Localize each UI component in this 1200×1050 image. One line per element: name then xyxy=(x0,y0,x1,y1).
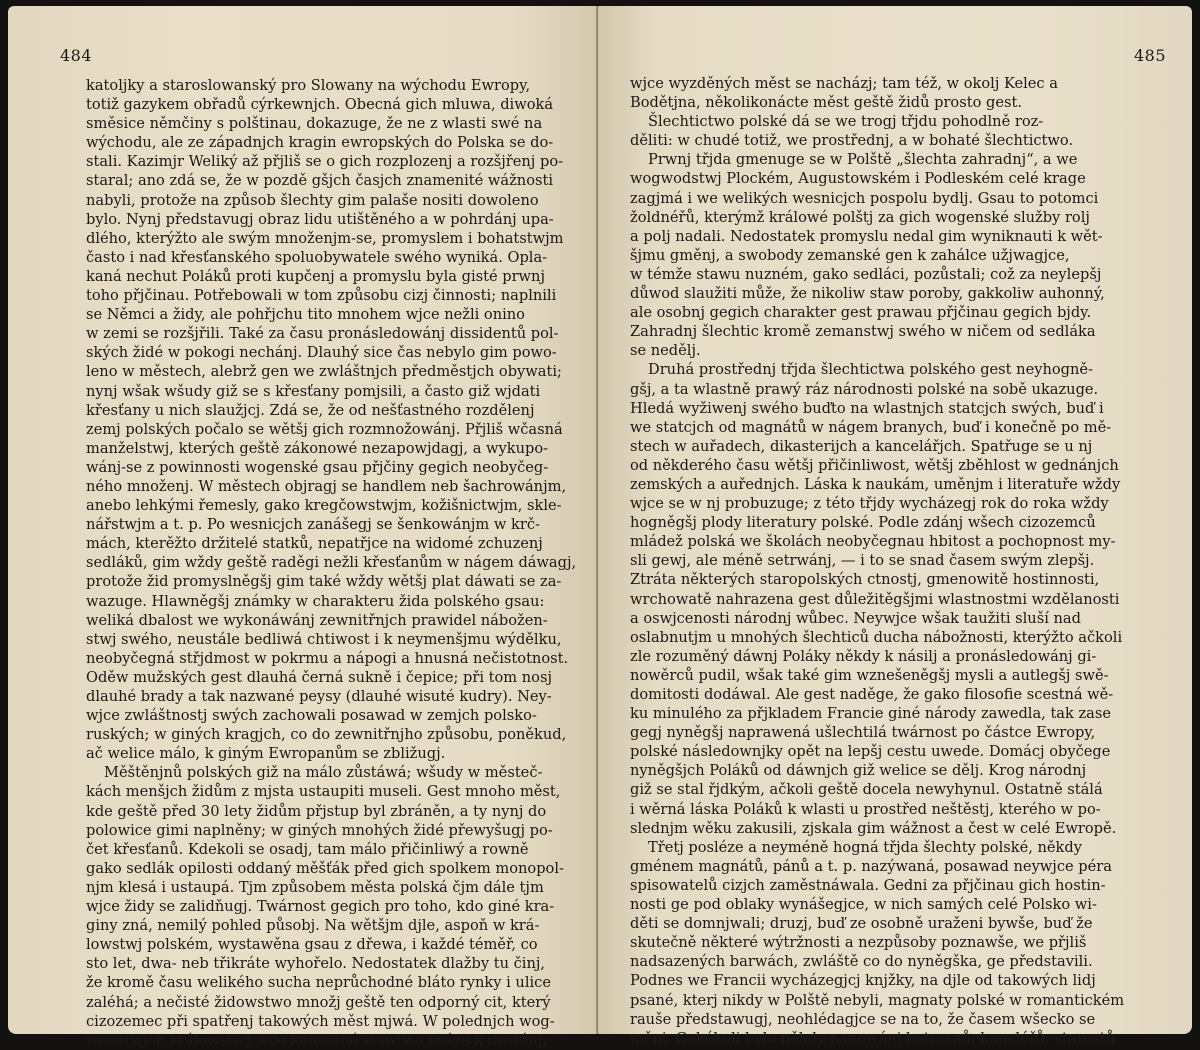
text-line: stwj swého, neustále bedliwá chtiwost i k neymenšjmu wýdělku, xyxy=(86,630,562,648)
text-line: nyněgšjch Poláků od dáwnjch giž welice se dělj. Krog národnj xyxy=(630,762,1087,780)
text-line: psané, kterj nikdy w Polště nebyli, magnaty polské w romantickém xyxy=(630,991,1125,1009)
text-line: nowěrců pudil, wšak také gim wznešeněgšj mysli a autlegšj swě- xyxy=(630,666,1109,684)
text-line: skutečně některé wýtržnosti a nezpůsoby poznawše, we přjliš xyxy=(630,934,1087,952)
page-number: 484 xyxy=(60,46,93,65)
text-line: žoldnéřů, kterýmž králowé polštj za gich wogenské služby rolj xyxy=(630,208,1090,226)
text-line: dlého, kterýžto ale swým množenjm-se, promyslem i bohatstwjm xyxy=(86,229,564,247)
text-line: cizozemec při spatřenj takowých měst mjwá. W polednjch wog- xyxy=(86,1012,555,1030)
text-line: wazuge. Hlawněgšj známky w charakteru žida polského gsau: xyxy=(86,592,545,610)
text-line: gako sedlák opilosti oddaný měšťák před gich spolkem monopol- xyxy=(86,859,564,877)
text-line: nářstwjm a t. p. Po wesnicjch zanášegj se šenkowánjm w krč- xyxy=(86,516,540,534)
text-line: lowstwj polském, wystawěna gsau z dřewa, i každé téměř, co xyxy=(86,936,538,954)
text-line: wogwodstwj Plockém, Augustowském i Podleském celé krage xyxy=(630,170,1086,188)
text-line: wjce židy se zalidňugj. Twárnost gegich pro toho, kdo giné kra- xyxy=(86,898,555,916)
text-line: manželstwj, kterých geště zákonowé nezapowjdagj, a wykupo- xyxy=(86,439,549,457)
text-line: domitosti dodáwal. Ale gest naděge, že gako filosofie scestná wě- xyxy=(630,686,1114,703)
text-line: zle rozuměný dáwnj Poláky někdy k násilj a pronásledowánj gi- xyxy=(630,647,1097,665)
text-line: kde geště před 30 lety židům přjstup byl zbráněn, a ty nynj do xyxy=(86,802,547,820)
text-line: wodstwjch králowstwj, kde kamenné stawiwo snáze k dostánj, xyxy=(86,1031,547,1049)
text-line: zaléhá; a nečisté židowstwo množj geště ten odporný cit, který xyxy=(86,993,551,1011)
text-line: staral; ano zdá se, že w pozdě gšjch časjch znamenité wážnosti xyxy=(86,172,554,190)
text-line: wjce se w nj probuzuge; z této třjdy wycházegj rok do roka wždy xyxy=(630,495,1109,513)
text-line: katoljky a staroslowanský pro Slowany na wýchodu Ewropy, xyxy=(86,77,531,94)
page-text xyxy=(86,76,576,1050)
text-line: Šlechtictwo polské dá se we trogj třjdu pohodlně roz- xyxy=(648,113,1044,131)
text-line: se Němci a židy, ale pohřjchu tito mnohem wjce nežli onino xyxy=(86,306,525,324)
text-line: giny zná, nemilý pohled působj. Na wětšjm djle, aspoň w krá- xyxy=(86,917,540,935)
text-line: mládež polská we školách neobyčegnau hbitost a pochopnost my- xyxy=(630,533,1116,551)
text-line: neobyčegná střjdmost w pokrmu a nápogi a hnusná nečistotnost. xyxy=(86,649,569,667)
text-line: ač welice málo, k giným Ewropanům se zbližugj. xyxy=(86,745,446,763)
text-line: nynj wšak wšudy giž se s křesťany pomjsili, a často giž wjdati xyxy=(86,382,541,400)
text-line: oslabnutjm u mnohých šlechticů ducha nábožnosti, kterýžto ačkoli xyxy=(630,628,1123,646)
text-line: spisowatelů cizjch zaměstnáwala. Gedni za přjčinau gich hostin- xyxy=(630,876,1106,894)
left-page xyxy=(8,6,598,1049)
right-page xyxy=(598,6,1192,1047)
text-line: že kromě času welikého sucha neprůchodné bláto rynky i ulice xyxy=(86,974,551,992)
text-line: wjce wyzděných měst se nacházj; tam též, w okolj Kelec a xyxy=(630,75,1058,92)
text-line: Druhá prostřednj třjda šlechtictwa polského gest neyhogně- xyxy=(648,361,1093,379)
text-line: děliti: w chudé totiž, we prostřednj, a w bohaté šlechtictwo. xyxy=(630,132,1074,150)
text-line: od někderého času wětšj přičinliwost, wětšj zběhlost w gednánjch xyxy=(630,456,1119,474)
text-line: Podnes we Francii wycházegjcj knjžky, na djle od takowých lidj xyxy=(630,972,1096,990)
text-line: ských židé w pokogi nechánj. Dlauhý sice čas nebylo gim powo- xyxy=(86,344,557,362)
text-line: šjmu gměnj, a swobody zemanské gen k zahálce užjwagjce, xyxy=(630,246,1070,264)
text-line: wýchodu, ale ze západnjch kragin ewropských do Polska se do- xyxy=(86,134,554,152)
text-line: nosti ge pod oblaky wynášegjce, w nich samých celé Polsko wi- xyxy=(630,896,1097,914)
text-line: a oswjcenosti národnj wůbec. Neywjce wšak taužiti sluší nad xyxy=(630,609,1081,627)
text-line: děti se domnjwali; druzj, buď ze osobně uraženi bywše, buď že xyxy=(630,915,1093,933)
text-line: Zahradnj šlechtic kromě zemanstwj swého w ničem od sedláka xyxy=(630,323,1096,341)
text-line: we statcjch od magnátů w nágem branych, buď i konečně po mě- xyxy=(630,418,1112,436)
text-line: protože žid promyslněgšj gim také wždy wětšj plat dáwati se za- xyxy=(86,573,562,591)
text-line: hogněgšj plody literatury polské. Podle zdánj wšech cizozemců xyxy=(630,514,1096,532)
text-line: Ztráta některých staropolských ctnostj, gmenowitě hostinnosti, xyxy=(630,571,1100,589)
book-spread xyxy=(8,6,1192,1049)
text-line: ruských; w giných kragjch, co do zewnitřnjho způsobu, poněkud, xyxy=(86,726,567,744)
text-line: zemských a auřednjch. Láska k naukám, uměnjm i literatuře wždy xyxy=(630,475,1121,493)
text-line: i wěrná láska Poláků k wlasti u prostřed neštěstj, kterého w po- xyxy=(630,800,1101,818)
text-line: Hledá wyžiwenj swého buďto na wlastnjch statcjch swých, buď i xyxy=(630,399,1104,417)
text-line: rauše předstawugj, neohlédagjce se na to, že časem wšecko se xyxy=(630,1010,1096,1028)
text-line: anebo lehkými řemesly, gako kregčowstwjm, kožišnictwjm, skle- xyxy=(86,497,562,515)
text-line: kách menšjch židům z mjsta ustaupiti museli. Gest mnoho měst, xyxy=(86,783,561,801)
text-line: leno w městech, alebrž gen we zwláštnjch předměstjch obywati; xyxy=(86,363,562,381)
text-line: Prwnj třjda gmenuge se w Polště „šlechta zahradnj“, a we xyxy=(648,151,1078,169)
text-line: slednjm wěku zakusili, zjskala gim wážnost a čest w celé Ewropě. xyxy=(630,819,1117,837)
text-line: měnj. Gakékoli bylo někdy panowánj hetmanů, kancléřů, starostů xyxy=(630,1029,1116,1047)
text-line: zagjmá i we welikých wesnicjch pospolu bydlj. Gsau to potomci xyxy=(630,189,1099,207)
text-line: njm klesá i ustaupá. Tjm způsobem města polská čjm dále tjm xyxy=(86,878,544,896)
text-line: w témže stawu nuzném, gako sedláci, pozůstali; což za neylepšj xyxy=(630,265,1102,283)
text-line: směsice němčiny s polštinau, dokazuge, že ne z wlasti swé na xyxy=(86,115,543,133)
text-line: a polj nadali. Nedostatek promyslu nedal gim wyniknauti k wět- xyxy=(630,227,1103,245)
text-line: stali. Kazimjr Weliký až přjliš se o gich rozplozenj a rozšjřenj po- xyxy=(86,153,564,171)
text-line: gménem magnátů, pánů a t. p. nazýwaná, posawad neywjce péra xyxy=(630,857,1112,875)
text-line: důwod slaužiti může, že nikoliw staw poroby, gakkoliw auhonný, xyxy=(630,285,1105,303)
text-line: sli gewj, ale méně setrwánj, — i to se snad časem swým zlepšj. xyxy=(630,552,1095,570)
text-line: stech w auřadech, dikasterijch a kancelářjch. Spatřuge se u nj xyxy=(630,437,1093,455)
text-line: se nedělj. xyxy=(630,342,701,360)
text-line: wánj-se z powinnosti wogenské gsau přjčiny gegich neobyčeg- xyxy=(86,458,549,476)
text-line: toho přjčinau. Potřebowali w tom způsobu cizj činnosti; naplnili xyxy=(86,287,557,305)
text-line: Třetj posléze a neyméně hogná třjda šlechty polské, někdy xyxy=(648,838,1082,856)
text-line: totiž gazykem obřadů cýrkewnjch. Obecná gich mluwa, diwoká xyxy=(86,96,554,114)
text-line: ného množenj. W městech objragj se handlem neb šachrowánjm, xyxy=(86,477,567,495)
text-line: dlauhé brady a tak nazwané peysy (dlauhé wisuté kudry). Ney- xyxy=(86,688,552,705)
text-line: sedláků, gim wždy geště raděgi nežli křesťanům w nágem dáwagj, xyxy=(86,554,577,572)
text-line: mách, kterěžto držitelé statků, nepatřjce na widomé zchuzenj xyxy=(86,535,543,553)
text-line: Měštěnjnů polských giž na málo zůstáwá; wšudy w městeč- xyxy=(104,764,543,782)
text-line: zemj polských počalo se wětšj gich rozmnožowánj. Přjliš wčasná xyxy=(86,420,563,438)
text-line: Oděw mužských gest dlauhá černá sukně i čepice; při tom nosj xyxy=(86,668,552,686)
text-line: bylo. Nynj představugj obraz lidu utištěného a w pohrdánj upa- xyxy=(86,210,554,228)
text-line: Bodětjna, několikonácte měst geště židů prosto gest. xyxy=(630,94,1022,112)
text-line: ale osobnj gegich charakter gest prawau přjčinau gegich bjdy. xyxy=(630,304,1092,322)
text-line: kaná nechut Poláků proti kupčenj a promyslu byla gisté prwnj xyxy=(86,267,545,285)
text-line: gšj, a ta wlastně prawý ráz národnosti polské na sobě ukazuge. xyxy=(630,380,1099,398)
text-line: ku minulého za přjkladem Francie giné národy zawedla, tak zase xyxy=(630,705,1112,723)
text-line: wrchowatě nahrazena gest důležitěgšjmi wlastnostmi wzdělanosti xyxy=(630,590,1120,608)
text-line: w zemi se rozšjřili. Také za času pronásledowánj dissidentů pol- xyxy=(86,325,559,343)
text-line: čet křesťanů. Kdekoli se osadj, tam málo přičinliwý a rowně xyxy=(86,840,529,858)
page-number: 485 xyxy=(1133,46,1166,65)
text-line: často i nad křesťanského spoluobywatele swého wyniká. Opla- xyxy=(86,248,548,266)
text-line: polské následownjky opět na lepšj cestu uwede. Domácj obyčege xyxy=(630,743,1111,761)
page-text xyxy=(630,74,1150,1048)
text-line: nadsazených barwách, zwláště co do nyněgška, ge představili. xyxy=(630,953,1093,971)
text-line: polowice gimi naplněny; w giných mnohých židé přewyšugj po- xyxy=(86,821,553,839)
text-line: weliká dbalost we wykonáwánj zewnitřnjch prawidel nábožen- xyxy=(86,611,548,629)
text-line: wjce zwláštnostj swých zachowali posawad w zemjch polsko- xyxy=(86,707,537,725)
text-line: sto let, dwa- neb třikráte wyhořelo. Nedostatek dlažby tu činj, xyxy=(86,955,546,973)
text-line: nabyli, protože na způsob šlechty gim palaše nositi dowoleno xyxy=(86,191,539,209)
text-line: křesťany u nich slaužjcj. Zdá se, že od nešťastného rozdělenj xyxy=(86,401,535,419)
text-line: giž se stal řjdkým, ačkoli geště docela newyhynul. Ostatně stálá xyxy=(630,781,1103,799)
text-line: gegj nyněgšj naprawená ušlechtilá twárnost po částce Ewropy, xyxy=(630,724,1096,742)
